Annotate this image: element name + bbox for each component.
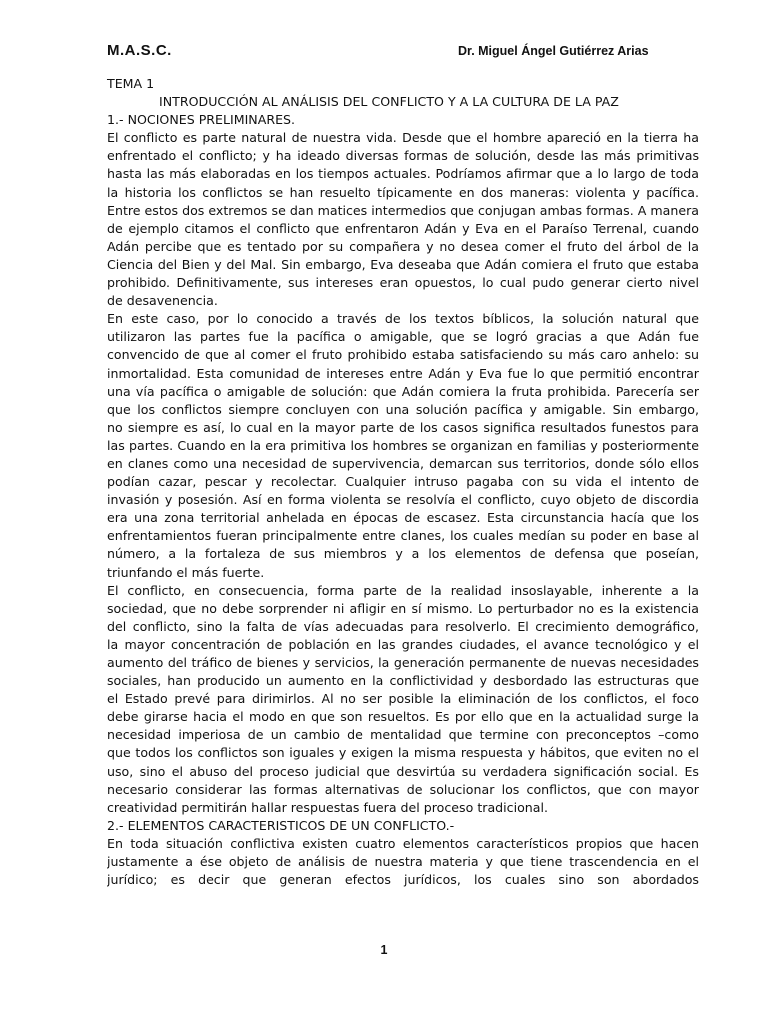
text-line: no siempre es así, lo cual en la mayor parte de los casos significa resultados funestos para — [107, 419, 699, 435]
text-line: la mayor concentración de población en las grandes ciudades, el avance tecnológico y el — [107, 636, 699, 652]
text-line: que todos los conflictos son iguales y exigen la misma respuesta y hábitos, que eviten no el — [107, 745, 699, 761]
text-line: uso, sino el abuso del proceso judicial que desvirtúa su verdadera significación social. Es — [107, 763, 699, 779]
page-header — [107, 42, 667, 64]
text-line: Ciencia del Bien y del Mal. Sin embargo, Eva deseaba que Adán comiera el fruto que estaba — [107, 256, 699, 272]
text-line: de desavenencia. — [107, 293, 218, 309]
text-line: justamente a ése objeto de análisis de nuestra materia y que tiene trascendencia en el — [107, 854, 699, 870]
text-line: necesidad imperiosa de un cambio de mentalidad que termine con preconceptos –como — [107, 727, 699, 743]
text-line: del conflicto, sino la falta de vías adecuadas para resolverlo. El crecimiento demográfico, — [107, 618, 699, 634]
text-line: jurídico; es decir que generan efectos jurídicos, los cuales sino son abordados — [107, 872, 699, 888]
text-line: las partes. Cuando en la era primitiva los hombres se organizan en familias y posteriormente — [107, 437, 699, 453]
text-line: necesario considerar las formas alternativas de solucionar los conflictos, que con mayor — [107, 781, 699, 797]
text-line: que los conflictos siempre concluyen con una solución pacífica y amigable. Sin embargo, — [107, 401, 699, 417]
text-line: número, a la fortaleza de sus miembros y a los elementos de defensa que poseían, — [107, 546, 699, 562]
text-line: sociales, han producido un aumento en la conflictividad y desbordado las estructuras que — [107, 673, 699, 689]
text-line: el Estado prevé para dirimirlos. Al no ser posible la eliminación de los conflictos, el foco — [107, 691, 699, 707]
text-line: enfrentamientos fueran principalmente entre clanes, los cuales medían su poder en base al — [107, 528, 699, 544]
text-line: Adán percibe que es tentado por su compañera y no desea comer el fruto del árbol de la — [107, 238, 699, 254]
header-course-title: M.A.S.C. — [107, 42, 172, 59]
text-line: la historia los conflictos se han resuelto típicamente en dos maneras: violenta y pacífica. — [107, 184, 699, 200]
text-line: triunfando el más fuerte. — [107, 564, 265, 580]
text-line: Entre estos dos extremos se dan matices intermedios que conjugan ambas formas. A manera — [107, 202, 699, 218]
document-body — [107, 75, 699, 889]
text-line: TEMA 1 — [107, 76, 155, 91]
header-author: Dr. Miguel Ángel Gutiérrez Arias — [458, 44, 649, 58]
text-line: El conflicto es parte natural de nuestra vida. Desde que el hombre apareció en la tierra ha — [107, 130, 699, 146]
text-line: inmortalidad. Esta comunidad de intereses entre Adán y Eva fue lo que permitió encontrar — [107, 365, 699, 381]
text-line: En este caso, por lo conocido a través de los textos bíblicos, la solución natural que — [107, 311, 699, 327]
text-line: debe girarse hacia el modo en que son resueltos. Es por ello que en la actualidad surge la — [107, 709, 699, 725]
text-line: en clanes como una necesidad de supervivencia, demarcan sus territorios, donde sólo ellos — [107, 455, 699, 471]
text-line: creatividad permitirán hallar respuestas fuera del proceso tradicional. — [107, 799, 548, 815]
text-line: hasta las más elaboradas en los tiempos actuales. Podríamos afirmar que a lo largo de toda — [107, 166, 699, 182]
text-line: de ejemplo citamos el conflicto que enfrentaron Adán y Eva en el Paraíso Terrenal, cuando — [107, 220, 699, 236]
text-line: aumento del tráfico de bienes y servicios, la generación permanente de nuevas necesidades — [107, 655, 699, 670]
text-line: era una zona territorial anhelada en épocas de escasez. Esta circunstancia hacía que los — [107, 510, 699, 526]
text-line: utilizaron las partes fue la pacífica o amigable, que se logró gracias a que Adán fue — [107, 329, 699, 345]
text-line: 1.- NOCIONES PRELIMINARES. — [107, 112, 296, 128]
document-title: INTRODUCCIÓN AL ANÁLISIS DEL CONFLICTO Y A LA CULTURA DE LA PAZ — [159, 94, 619, 110]
text-line: prohibido. Definitivamente, sus intereses eran opuestos, lo cual pudo generar cierto nivel — [107, 275, 699, 291]
text-line: sociedad, que no debe sorprender ni afligir en sí mismo. Lo perturbador no es la existencia — [107, 600, 699, 616]
text-line: invasión y posesión. Así en forma violenta se resolvía el conflicto, cuyo objeto de discordia — [107, 492, 699, 508]
text-line: El conflicto, en consecuencia, forma parte de la realidad insoslayable, inherente a la — [107, 582, 699, 598]
text-line: convencido de que al comer el fruto prohibido estaba satisfaciendo su más caro anhelo: su — [107, 347, 699, 363]
text-line: podían cazar, pescar y recolectar. Cualquier intruso pagaba con su vida el intento de — [107, 474, 699, 490]
text-line: una vía pacífica o amigable de solución: que Adán comiera la fruta prohibida. Parecería ser — [107, 383, 699, 399]
text-line: 2.- ELEMENTOS CARACTERISTICOS DE UN CONFLICTO.- — [107, 817, 455, 833]
text-line: En toda situación conflictiva existen cuatro elementos característicos propios que hacen — [107, 835, 699, 851]
page-number: 1 — [380, 943, 388, 957]
text-line: enfrentado el conflicto; y ha ideado diversas formas de solución, desde las más primitivas — [107, 148, 699, 164]
